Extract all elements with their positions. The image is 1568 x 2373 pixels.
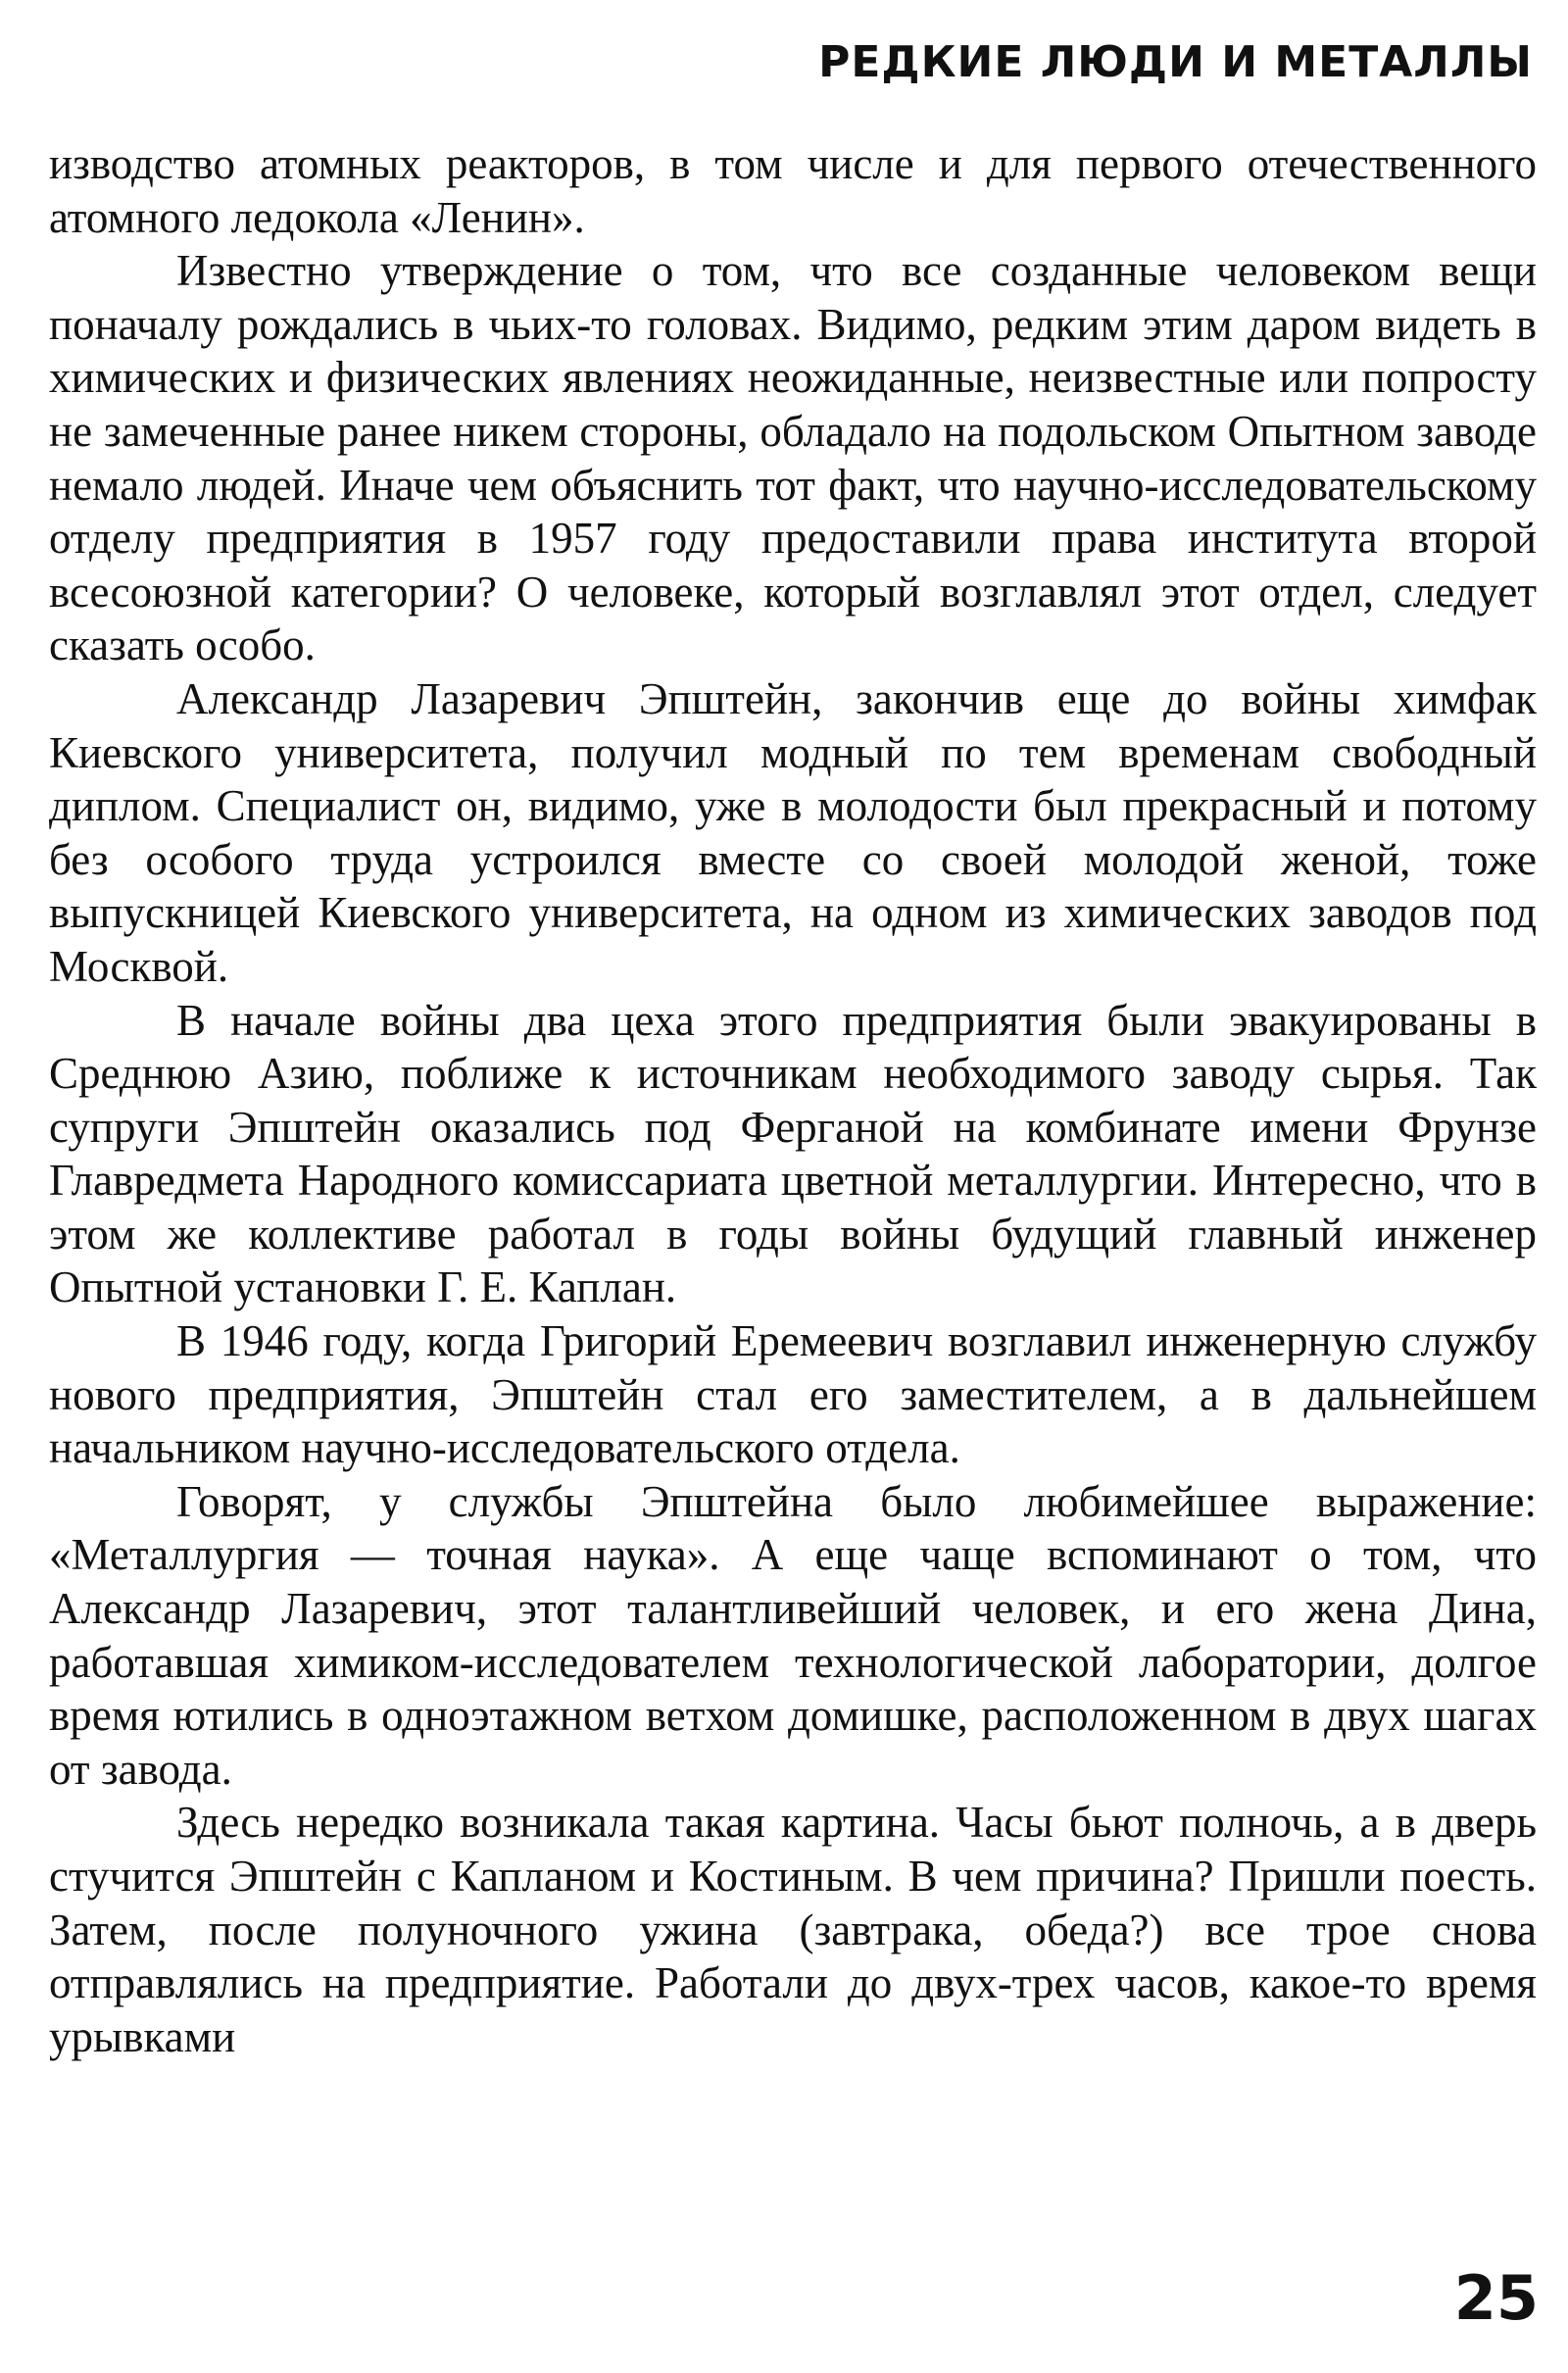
body-text (49, 137, 1537, 2063)
paragraph: Александр Лазаревич Эпштейн, закончив еще до войны химфак Киевского университета, получил модный по тем временам свободный диплом. Специалист он, видимо, уже в молодости был прекрасный и потому без особого труда устроился вместе со своей молодой женой, тоже выпускницей Киевского университета, на одном из химических заводов под Москвой. (49, 673, 1537, 991)
running-title: РЕДКИЕ ЛЮДИ И МЕТАЛЛЫ (818, 37, 1533, 87)
paragraph: В 1946 году, когда Григорий Еремеевич возглавил инженерную службу нового предприятия, Эпштейн стал его заместителем, а в дальнейшем начальником научно-исследовательского отдела. (49, 1316, 1537, 1473)
paragraph: Здесь нередко возникала такая картина. Часы бьют полночь, а в дверь стучится Эпштейн с Капланом и Костиным. В чем причина? Пришли поесть. Затем, после полуночного ужина (завтрака, обеда?) все трое снова отправлялись на предприятие. Работали до двух-трех часов, какое-то время урывками (49, 1798, 1537, 2061)
paragraph-continuation: изводство атомных реакторов, в том числе и для первого отечественного атомного ледокола «Ленин». (49, 139, 1537, 242)
page-number: 25 (1453, 2262, 1539, 2334)
paragraph: В начале войны два цеха этого предприятия были эвакуированы в Среднюю Азию, поближе к источникам необходимого заводу сырья. Так супруги Эпштейн оказались под Ферганой на комбинате имени Фрунзе Главредмета Народного комиссариата цветной металлургии. Интересно, что в этом же коллективе работал в годы войны будущий главный инженер Опытной установки Г. Е. Каплан. (49, 995, 1537, 1312)
paragraph: Известно утверждение о том, что все созданные человеком вещи поначалу рождались в чьих-то головах. Видимо, редким этим даром видеть в химических и физических явлениях неожиданные, неизвестные или попросту не замеченные ранее никем стороны, обладало на подольском Опытном заводе немало людей. Иначе чем объяснить тот факт, что научно-исследовательскому отделу предприятия в 1957 году предоставили права института второй всесоюзной категории? О человеке, который возглавлял этот отдел, следует сказать особо. (49, 246, 1537, 670)
paragraph: Говорят, у службы Эпштейна было любимейшее выражение: «Металлургия — точная наука». А еще чаще вспоминают о том, что Александр Лазаревич, этот талантливейший человек, и его жена Дина, работавшая химиком-исследователем технологической лаборатории, долгое время ютились в одноэтажном ветхом домишке, расположенном в двух шагах от завода. (49, 1476, 1537, 1794)
